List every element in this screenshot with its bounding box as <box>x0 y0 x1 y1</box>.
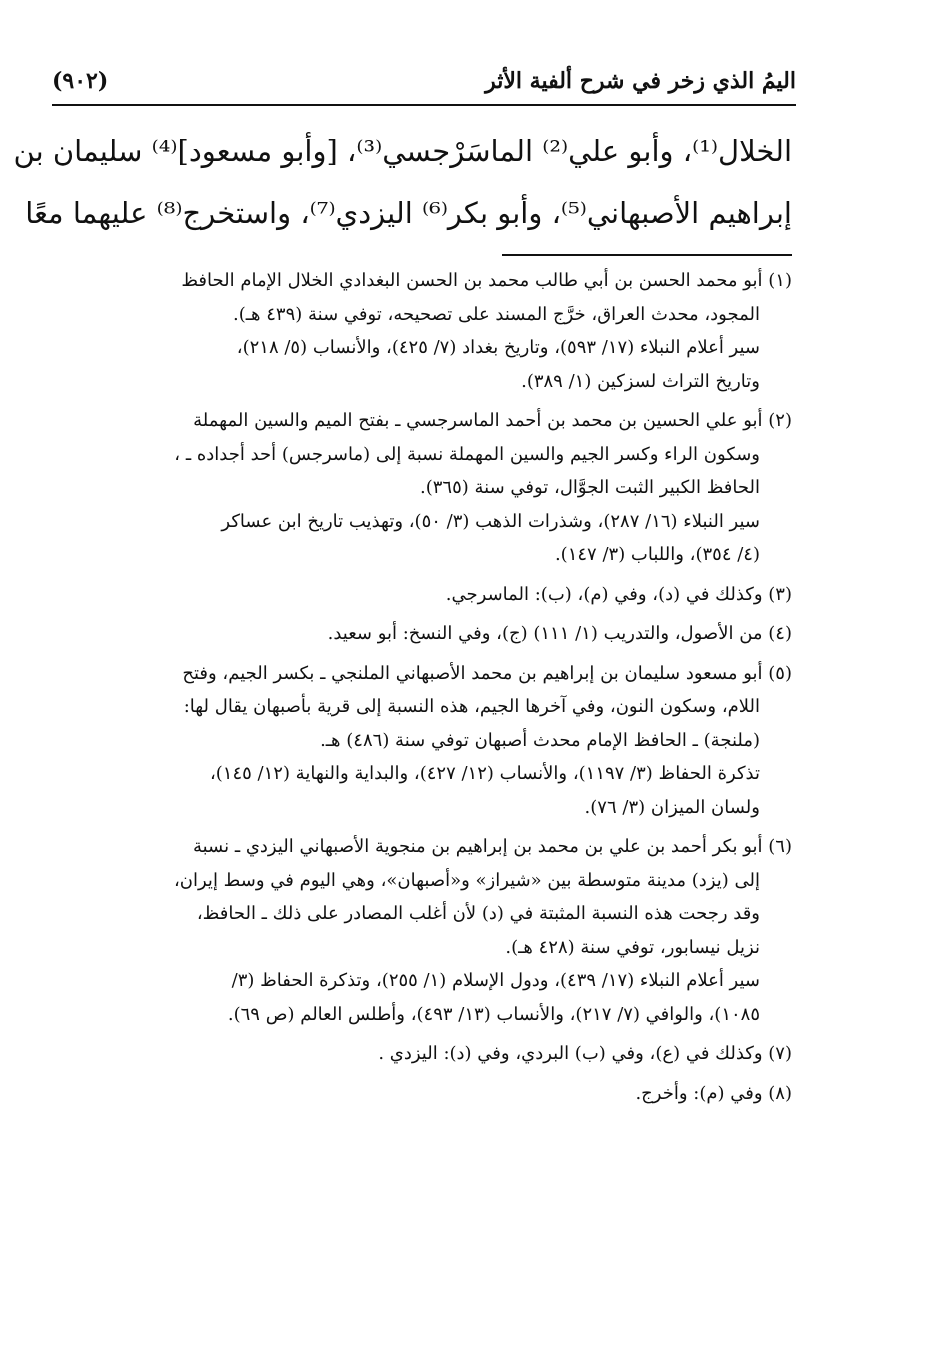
main-text <box>13 120 792 244</box>
footnote-1 <box>76 264 792 398</box>
footnote-line: إلى (يزد) مدينة متوسطة بين «شيراز» و«أصبهان»، وهي اليوم في وسط إيران، <box>173 869 760 891</box>
footnote-line: سير النبلاء (١٦/ ٢٨٧)، وشذرات الذهب (٣/ ٥٠)، وتهذيب تاريخ ابن عساكر <box>221 510 760 532</box>
footnote-2 <box>76 404 792 572</box>
footnote-6 <box>76 830 792 1031</box>
footnote-line: (٦) أبو بكر أحمد بن علي بن محمد بن إبراهيم بن منجوية الأصبهاني اليزدي ـ نسبة <box>192 836 792 857</box>
footnote-line: (٢) أبو علي الحسين بن محمد بن أحمد الماسرجسي ـ بفتح الميم والسين المهملة <box>193 410 792 431</box>
footnote-line: (٣) وكذلك في (د)، وفي (م)، (ب): الماسرجي. <box>445 583 792 605</box>
main-text-line: إبراهيم الأصبهاني⁽⁵⁾، وأبو بكر⁽⁶⁾ اليزدي⁽⁷⁾، واستخرج⁽⁸⁾ عليهما معًا <box>25 196 792 230</box>
footnote-line: (١) أبو محمد الحسن بن أبي طالب محمد بن الحسن البغدادي الخلال الإمام الحافظ <box>181 270 792 291</box>
footnote-7 <box>76 1037 792 1071</box>
footnote-5 <box>76 657 792 825</box>
footnote-line: (٧) وكذلك في (ع)، وفي (ب) البردي، وفي (د): اليزدي . <box>378 1043 792 1064</box>
footnote-line: (٥) أبو مسعود سليمان بن إبراهيم بن محمد الأصبهاني الملنجي ـ بكسر الجيم، وفتح <box>182 662 792 684</box>
footnote-line: الحافظ الكبير الثبت الجوَّال، توفي سنة (٣٦٥). <box>419 477 760 498</box>
footnotes <box>76 264 792 1116</box>
footnote-3 <box>76 578 792 612</box>
footnote-line: (٤/ ٣٥٤)، واللباب (٣/ ١٤٧). <box>554 544 760 565</box>
main-text-line: الخلال⁽¹⁾، وأبو علي⁽²⁾ الماسَرْجسي⁽³⁾، [وأبو مسعود]⁽⁴⁾ سليمان بن <box>13 134 792 168</box>
footnote-line: ولسان الميزان (٣/ ٧٦). <box>584 796 760 818</box>
page-header <box>52 62 796 106</box>
footnote-separator <box>502 254 792 256</box>
footnote-line: (٤) من الأصول، والتدريب (١/ ١١١) (ج)، وفي النسخ: أبو سعيد. <box>327 623 792 644</box>
footnote-line: نزيل نيسابور، توفي سنة (٤٢٨ هـ). <box>505 936 760 958</box>
page-number: (٩٠٢) <box>52 68 109 94</box>
footnote-line: ١٠٨٥)، والوافي (٧/ ٢١٧)، والأنساب (١٣/ ٤٩٣)، وأطلس العالم (ص ٦٩). <box>227 1003 760 1025</box>
footnote-line: سير أعلام النبلاء (١٧/ ٤٣٩)، ودول الإسلام (١/ ٢٥٥)، وتذكرة الحفاظ (٣/ <box>231 970 760 991</box>
footnote-4 <box>76 617 792 651</box>
footnote-line: وتاريخ التراث لسزكين (١/ ٣٨٩). <box>521 370 760 392</box>
footnote-line: وسكون الراء وكسر الجيم والسين المهملة نسبة إلى (ماسرجس) أحد أجداده ـ ، <box>174 443 760 465</box>
footnote-line: (ملنجة) ـ الحافظ الإمام محدث أصبهان توفي سنة (٤٨٦) هـ. <box>320 729 760 751</box>
footnote-line: (٨) وفي (م): وأخرج. <box>635 1082 792 1104</box>
footnote-line: وقد رجحت هذه النسبة المثبتة في (د) لأن أغلب المصادر على ذلك ـ الحافظ، <box>196 903 760 924</box>
footnote-8 <box>76 1077 792 1111</box>
footnote-line: المجود، محدث العراق، خرَّج المسند على تصحيحه، توفي سنة (٤٣٩ هـ). <box>233 303 760 325</box>
running-title: اليمُ الذي زخر في شرح ألفية الأثر <box>485 68 796 94</box>
footnote-line: تذكرة الحفاظ (٣/ ١١٩٧)، والأنساب (١٢/ ٤٢٧)، والبداية والنهاية (١٢/ ١٤٥)، <box>209 763 760 784</box>
footnote-line: اللام، وسكون النون، وفي آخرها الجيم، هذه النسبة إلى قرية بأصبهان يقال لها: <box>183 696 760 717</box>
footnote-line: سير أعلام النبلاء (١٧/ ٥٩٣)، وتاريخ بغداد (٧/ ٤٢٥)، والأنساب (٥/ ٢١٨)، <box>236 337 760 358</box>
